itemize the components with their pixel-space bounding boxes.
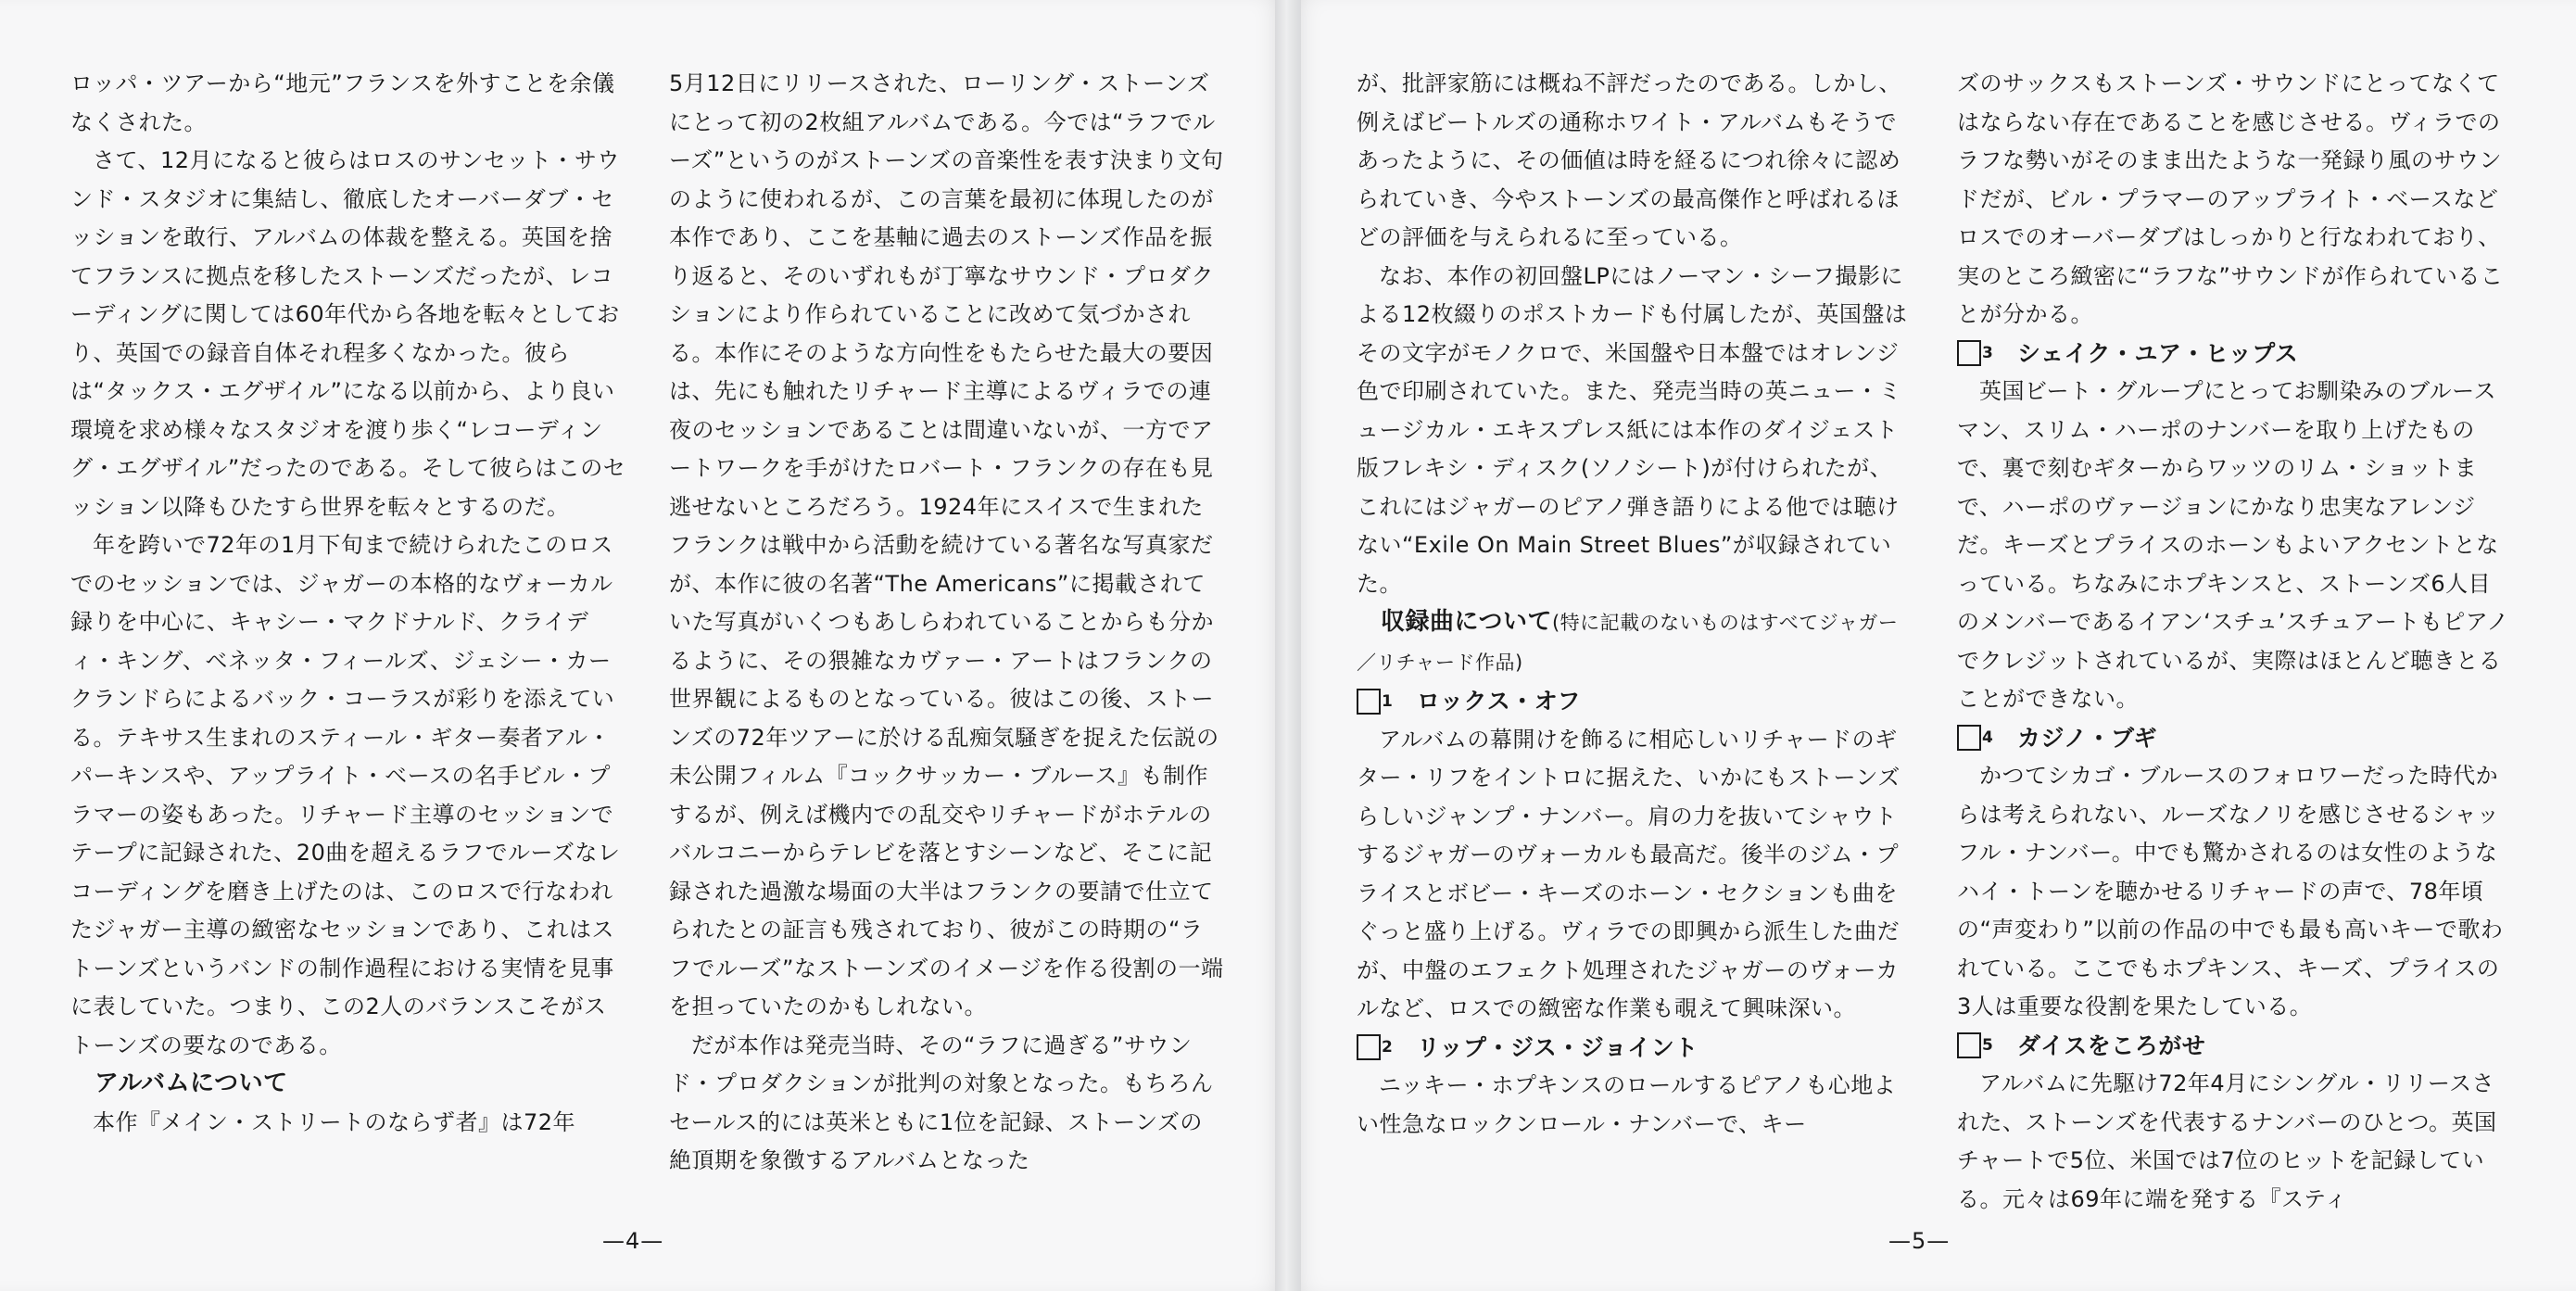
- track-number-box: 4: [1957, 725, 1981, 751]
- paragraph: かつてシカゴ・ブルースのフォロワーだった時代からは考えられない、ルーズなノリを感じさせるシャッフル・ナンバー。中でも驚かされるのは女性のようなハイ・トーンを聴かせるリチャードの声で、78年頃の“声変わり”以前の作品の中でも最も高いキーで歌われている。ここでもホプキンス、キーズ、プライスの3人は重要な役割を果たしている。: [1957, 763, 2504, 1019]
- track-number-box: 5: [1957, 1032, 1981, 1058]
- section-heading-note: (特に記載のないものはすべてジャガー／リチャード作品): [1357, 612, 1899, 674]
- track-number-box: 2: [1357, 1034, 1381, 1060]
- paragraph: 英国ビート・グループにとってお馴染みのブルースマン、スリム・ハーポのナンバーを取り上げたもので、裏で刻むギターからワッツのリム・ショットまで、ハーポのヴァージョンにかなり忠実なアレンジだ。キーズとプライスのホーンもよいアクセントとなっている。ちなみにホプキンスと、ストーンズ6人目のメンバーであるイアン‘スチュ’スチュアートもピアノでクレジットされているが、実際はほとんど聴きとることができない。: [1957, 378, 2509, 712]
- section-heading-title: 収録曲について: [1381, 608, 1552, 636]
- page-number-left: —4—: [602, 1228, 664, 1254]
- paragraph: ロッパ・ツアーから“地元”フランスを外すことを余儀なくされた。: [70, 70, 615, 135]
- track-title: ロックス・オフ: [1417, 688, 1582, 715]
- paragraph: だが本作は発売当時、その“ラフに過ぎる”サウンド・プロダクションが批判の対象となった。もちろんセールス的には英米ともに1位を記録、ストーンズの絶頂期を象徴するアルバムとなった: [669, 1032, 1214, 1173]
- paragraph: さて、12月になると彼らはロスのサンセット・サウンド・スタジオに集結し、徹底したオーバーダブ・セッションを敢行、アルバムの体裁を整える。英国を捨てフランスに拠点を移したストーンズだったが、レコーディングに関しては60年代から各地を転々としており、英国での録音自体それ程多くなかった。彼らは“タックス・エグザイル”になる以前から、より良い環境を求め様々なスタジオを渡り歩く“レコーディング・エグザイル”だったのである。そして彼らはこのセッション以降もひたすら世界を転々とするのだ。: [70, 147, 626, 520]
- right-page: [1290, 0, 2576, 1291]
- paragraph: が、批評家筋には概ね不評だったのである。しかし、例えばビートルズの通称ホワイト・アルバムもそうであったように、その価値は時を経るにつれ徐々に認められていき、今やストーンズの最高傑作と呼ばれるほどの評価を与えられるに至っている。: [1357, 70, 1901, 250]
- track-heading: [1357, 682, 1913, 721]
- track-number-box: 3: [1957, 340, 1981, 366]
- track-title: ダイスをころがせ: [2017, 1032, 2206, 1059]
- track-title: シェイク・ユア・ヒップス: [2017, 339, 2299, 367]
- section-heading: [70, 1065, 626, 1104]
- paragraph: アルバムに先駆け72年4月にシングル・リリースされた、ストーンズを代表するナンバーのひとつ。英国チャートで5位、米国では7位のヒットを記録している。元々は69年に端を発する『スティ: [1957, 1070, 2497, 1212]
- track-heading: [1357, 1029, 1913, 1068]
- right-page-column-1: [1357, 65, 1913, 1144]
- book-gutter: [1275, 0, 1301, 1291]
- right-page-column-2: [1957, 65, 2513, 1219]
- track-heading: [1957, 1027, 2513, 1066]
- section-heading: [1357, 603, 1913, 682]
- track-heading: [1957, 335, 2513, 373]
- track-heading: [1957, 719, 2513, 758]
- left-page-column-2: [669, 65, 1225, 1181]
- paragraph: アルバムの幕開けを飾るに相応しいリチャードのギター・リフをイントロに据えた、いかにもストーンズらしいジャンプ・ナンバー。肩の力を抜いてシャウトするジャガーのヴォーカルも最高だ。後半のジム・プライスとボビー・キーズのホーン・セクションも曲をぐっと盛り上げる。ヴィラでの即興から派生した曲だが、中盤のエフェクト処理されたジャガーのヴォーカルなど、ロスでの緻密な作業も覗えて興味深い。: [1357, 726, 1900, 1021]
- paragraph: ズのサックスもストーンズ・サウンドにとってなくてはならない存在であることを感じさせる。ヴィラでのラフな勢いがそのまま出たような一発録り風のサウンドだが、ビル・プラマーのアップライト・ベースなどロスでのオーバーダブはしっかりと行なわれており、実のところ緻密に“ラフな”サウンドが作られていることが分かる。: [1957, 70, 2504, 327]
- track-title: カジノ・ブギ: [2017, 724, 2158, 752]
- paragraph: 5月12日にリリースされた、ローリング・ストーンズにとって初の2枚組アルバムである。今では“ラフでルーズ”というのがストーンズの音楽性を表す決まり文句のように使われるが、この言葉を最初に体現したのが本作であり、ここを基軸に過去のストーンズ作品を振り返ると、そのいずれもが丁寧なサウンド・プロダクションにより作られていることに改めて気づかされる。本作にそのような方向性をもたらせた最大の要因は、先にも触れたリチャード主導によるヴィラでの連夜のセッションであることは間違いないが、一方でアートワークを手がけたロバート・フランクの存在も見逃せないところだろう。1924年にスイスで生まれたフランクは戦中から活動を続けている著名な写真家だが、本作に彼の名著“The Americans”に掲載されていた写真がいくつもあしらわれていることからも分かるように、その猥雑なカヴァー・アートはフランクの世界観によるものとなっている。彼はこの後、ストーンズの72年ツアーに於ける乱痴気騒ぎを捉えた伝説の未公開フィルム『コックサッカー・ブルース』も制作するが、例えば機内での乱交やリチャードがホテルのバルコニーからテレビを落とすシーンなど、そこに記録された過激な場面の大半はフランクの要請で仕立てられたとの証言も残されており、彼がこの時期の“ラフでルーズ”なストーンズのイメージを作る役割の一端を担っていたのかもしれない。: [669, 70, 1224, 1019]
- paragraph: 年を跨いで72年の1月下旬まで続けられたこのロスでのセッションでは、ジャガーの本格的なヴォーカル録りを中心に、キャシー・マクドナルド、クライディ・キング、ベネッタ・フィールズ、ジェシー・カークランドらによるバック・コーラスが彩りを添えている。テキサス生まれのスティール・ギター奏者アル・パーキンスや、アップライト・ベースの名手ビル・プラマーの姿もあった。リチャード主導のセッションでテープに記録された、20曲を超えるラフでルーズなレコーディングを磨き上げたのは、このロスで行なわれたジャガー主導の緻密なセッションであり、これはストーンズというバンドの制作過程における実情を見事に表していた。つまり、この2人のバランスこそがストーンズの要なのである。: [70, 532, 621, 1058]
- track-title: リップ・ジス・ジョイント: [1417, 1033, 1698, 1061]
- left-page-column-1: [70, 65, 626, 1142]
- track-number-box: 1: [1357, 689, 1381, 715]
- page-number-right: —5—: [1888, 1228, 1951, 1254]
- paragraph: 本作『メイン・ストリートのならず者』は72年: [93, 1108, 576, 1135]
- paragraph: なお、本作の初回盤LPにはノーマン・シーフ撮影による12枚綴りのポストカードも付属したが、英国盤はその文字がモノクロで、米国盤や日本盤ではオレンジ色で印刷されていた。また、発売当時の英ニュー・ミュージカル・エキスプレス紙には本作のダイジェスト版フレキシ・ディスク(ソノシート)が付けられたが、これにはジャガーのピアノ弾き語りによる他では聴けない“Exile On Main Street Blues”が収録されていた。: [1357, 262, 1908, 597]
- left-page: [0, 0, 1286, 1291]
- section-heading-title: アルバムについて: [95, 1070, 288, 1097]
- paragraph: ニッキー・ホプキンスのロールするピアノも心地よい性急なロックンロール・ナンバーで、キー: [1357, 1072, 1897, 1137]
